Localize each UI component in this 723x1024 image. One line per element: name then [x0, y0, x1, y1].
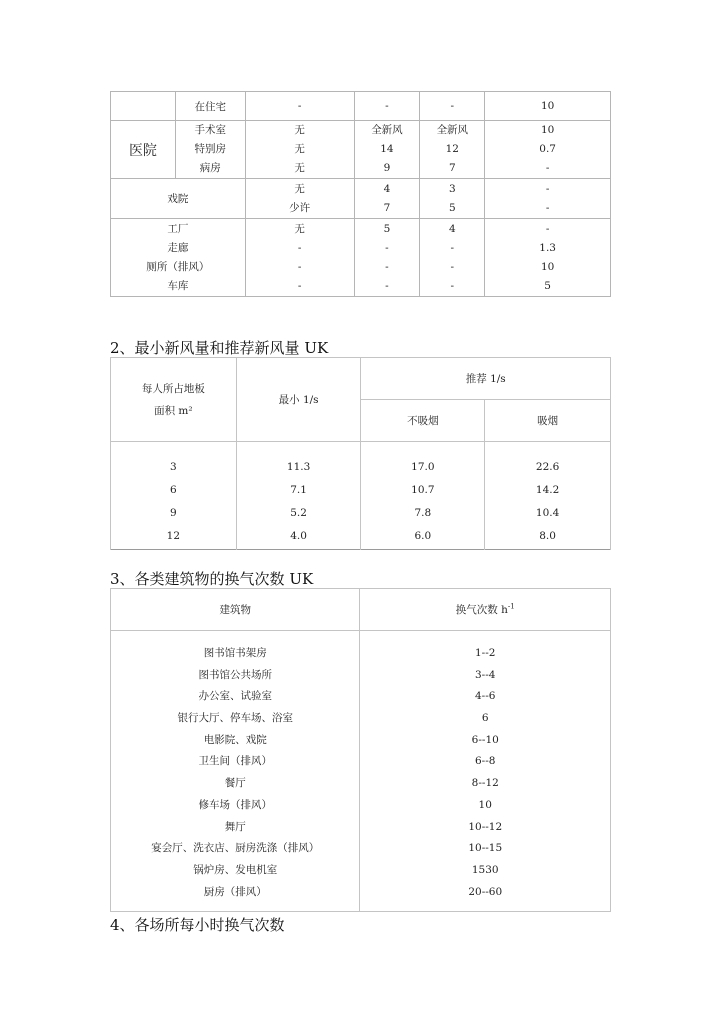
header-non-smoking: 不吸烟	[361, 400, 485, 442]
category-hospital: 医院	[111, 121, 176, 179]
table-cell: - 1.3 10 5	[485, 219, 611, 297]
air-change-rate-table	[110, 588, 611, 912]
table-row	[111, 92, 611, 121]
category-theater: 戏院	[111, 179, 246, 219]
table-row	[111, 219, 611, 297]
table-body-row	[111, 631, 611, 912]
section-heading-2: 2、最小新风量和推荐新风量 UK	[110, 339, 329, 357]
table-header-row	[111, 358, 611, 400]
table-cell: 10	[485, 92, 611, 121]
section-heading-4: 4、各场所每小时换气次数	[110, 916, 285, 934]
table-cell: - -	[485, 179, 611, 219]
table-cell: 工厂 走廊 厕所（排风） 车库	[111, 219, 246, 297]
header-recommended: 推荐 1/s	[361, 358, 611, 400]
header-rate: 换气次数 $h^{-1}$	[360, 589, 611, 631]
table-cell: 全新风 14 9	[354, 121, 420, 179]
table-row	[111, 179, 611, 219]
table-cell: 无 少许	[245, 179, 354, 219]
table-cell: 10 0.7 -	[485, 121, 611, 179]
table-cell: 在住宅	[175, 92, 245, 121]
table-cell: 5 - - -	[354, 219, 420, 297]
fresh-air-table	[110, 357, 611, 550]
rate-list: 1--2 3--4 4--6 6 6--10 6--8 8--12 10 10--12 10--15 1530 20--60	[360, 631, 611, 912]
header-area: 每人所占地板 面积 m²	[111, 358, 237, 442]
header-smoking: 吸烟	[485, 400, 611, 442]
table-cell: -	[420, 92, 485, 121]
table-cell: -	[354, 92, 420, 121]
table-cell: 4 - - -	[420, 219, 485, 297]
table-cell: 全新风 12 7	[420, 121, 485, 179]
table-cell: 11.3 7.1 5.2 4.0	[236, 442, 361, 550]
table-cell: -	[245, 92, 354, 121]
table-cell: 手术室 特别房 病房	[175, 121, 245, 179]
table-cell: 3 5	[420, 179, 485, 219]
header-minimum: 最小 1/s	[236, 358, 361, 442]
table-cell	[111, 92, 176, 121]
table-cell: 无 - - -	[245, 219, 354, 297]
table-header-row	[111, 589, 611, 631]
section-heading-3: 3、各类建筑物的换气次数 UK	[110, 570, 314, 588]
table-cell: 4 7	[354, 179, 420, 219]
table-cell: 无 无 无	[245, 121, 354, 179]
table-row	[111, 121, 611, 179]
table-body-row	[111, 442, 611, 550]
table-cell: 17.0 10.7 7.8 6.0	[361, 442, 485, 550]
header-building: 建筑物	[111, 589, 360, 631]
air-change-table-continued	[110, 91, 611, 297]
building-list: 图书馆书架房 图书馆公共场所 办公室、试验室 银行大厅、停车场、浴室 电影院、戏院 卫生间（排风） 餐厅 修车场（排风） 舞厅 宴会厅、洗衣店、厨房洗涤（排风） 锅炉房、发电机室 厨房（排风）	[111, 631, 360, 912]
table-cell: 22.6 14.2 10.4 8.0	[485, 442, 611, 550]
table-cell: 3 6 9 12	[111, 442, 237, 550]
